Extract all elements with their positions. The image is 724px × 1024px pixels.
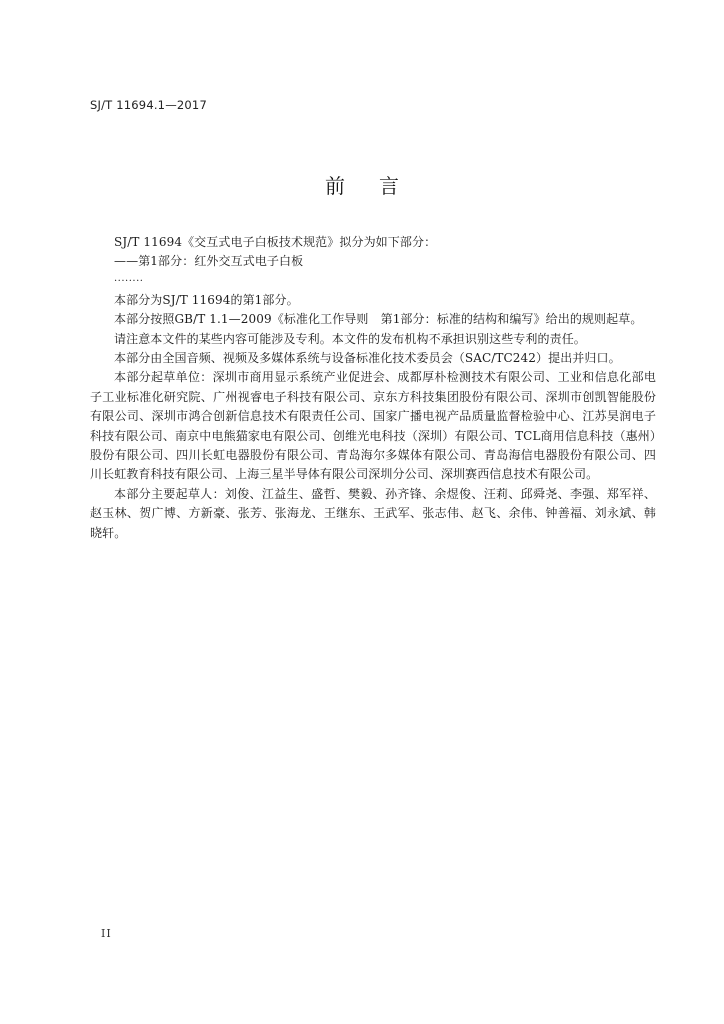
page-title: 前言 (325, 174, 433, 198)
ellipsis-line: ........ (114, 272, 144, 284)
page-number: II (101, 927, 112, 940)
paragraph-this-part: 本部分为SJ/T 11694的第1部分。 (114, 292, 299, 307)
foreword-body (90, 233, 656, 543)
document-code: SJ/T 11694.1—2017 (90, 98, 207, 112)
paragraph-patent-notice: 请注意本文件的某些内容可能涉及专利。本文件的发布机构不承担识别这些专利的责任。 (114, 331, 586, 346)
paragraph-drafting-units: 本部分起草单位：深圳市商用显示系统产业促进会、成都厚朴检测技术有限公司、工业和信息化部电子工业标准化研究院、广州视睿电子科技有限公司、京东方科技集团股份有限公司、深圳市创凯智能股份有限公司、深圳市鸿合创新信息技术有限责任公司、国家广播电视产品质量监督检验中心、江苏昊润电子科技有限公司、南京中电熊猫家电有限公司、创维光电科技（深圳）有限公司、TCL商用信息科技（惠州）股份有限公司、四川长虹电器股份有限公司、青岛海尔多媒体有限公司、青岛海信电器股份有限公司、四川长虹教育科技有限公司、上海三星半导体有限公司深圳分公司、深圳赛西信息技术有限公司。 (90, 370, 656, 482)
paragraph-drafters: 本部分主要起草人：刘俊、江益生、盛哲、樊毅、孙齐锋、余煜俊、汪莉、邱舜尧、李强、郑军祥、赵玉林、贺广博、方新豪、张芳、张海龙、王继东、王武军、张志伟、赵飞、余伟、钟善福、刘永斌、韩晓轩。 (90, 486, 656, 540)
paragraph-part-1: ——第1部分：红外交互式电子白板 (114, 254, 304, 269)
paragraph-proposer: 本部分由全国音频、视频及多媒体系统与设备标准化技术委员会（SAC/TC242）提出并归口。 (114, 351, 621, 366)
paragraph-structure-intro: SJ/T 11694《交互式电子白板技术规范》拟分为如下部分： (114, 235, 437, 249)
paragraph-drafting-rules: 本部分按照GB/T 1.1—2009《标准化工作导则 第1部分：标准的结构和编写》给出的规则起草。 (114, 312, 643, 327)
